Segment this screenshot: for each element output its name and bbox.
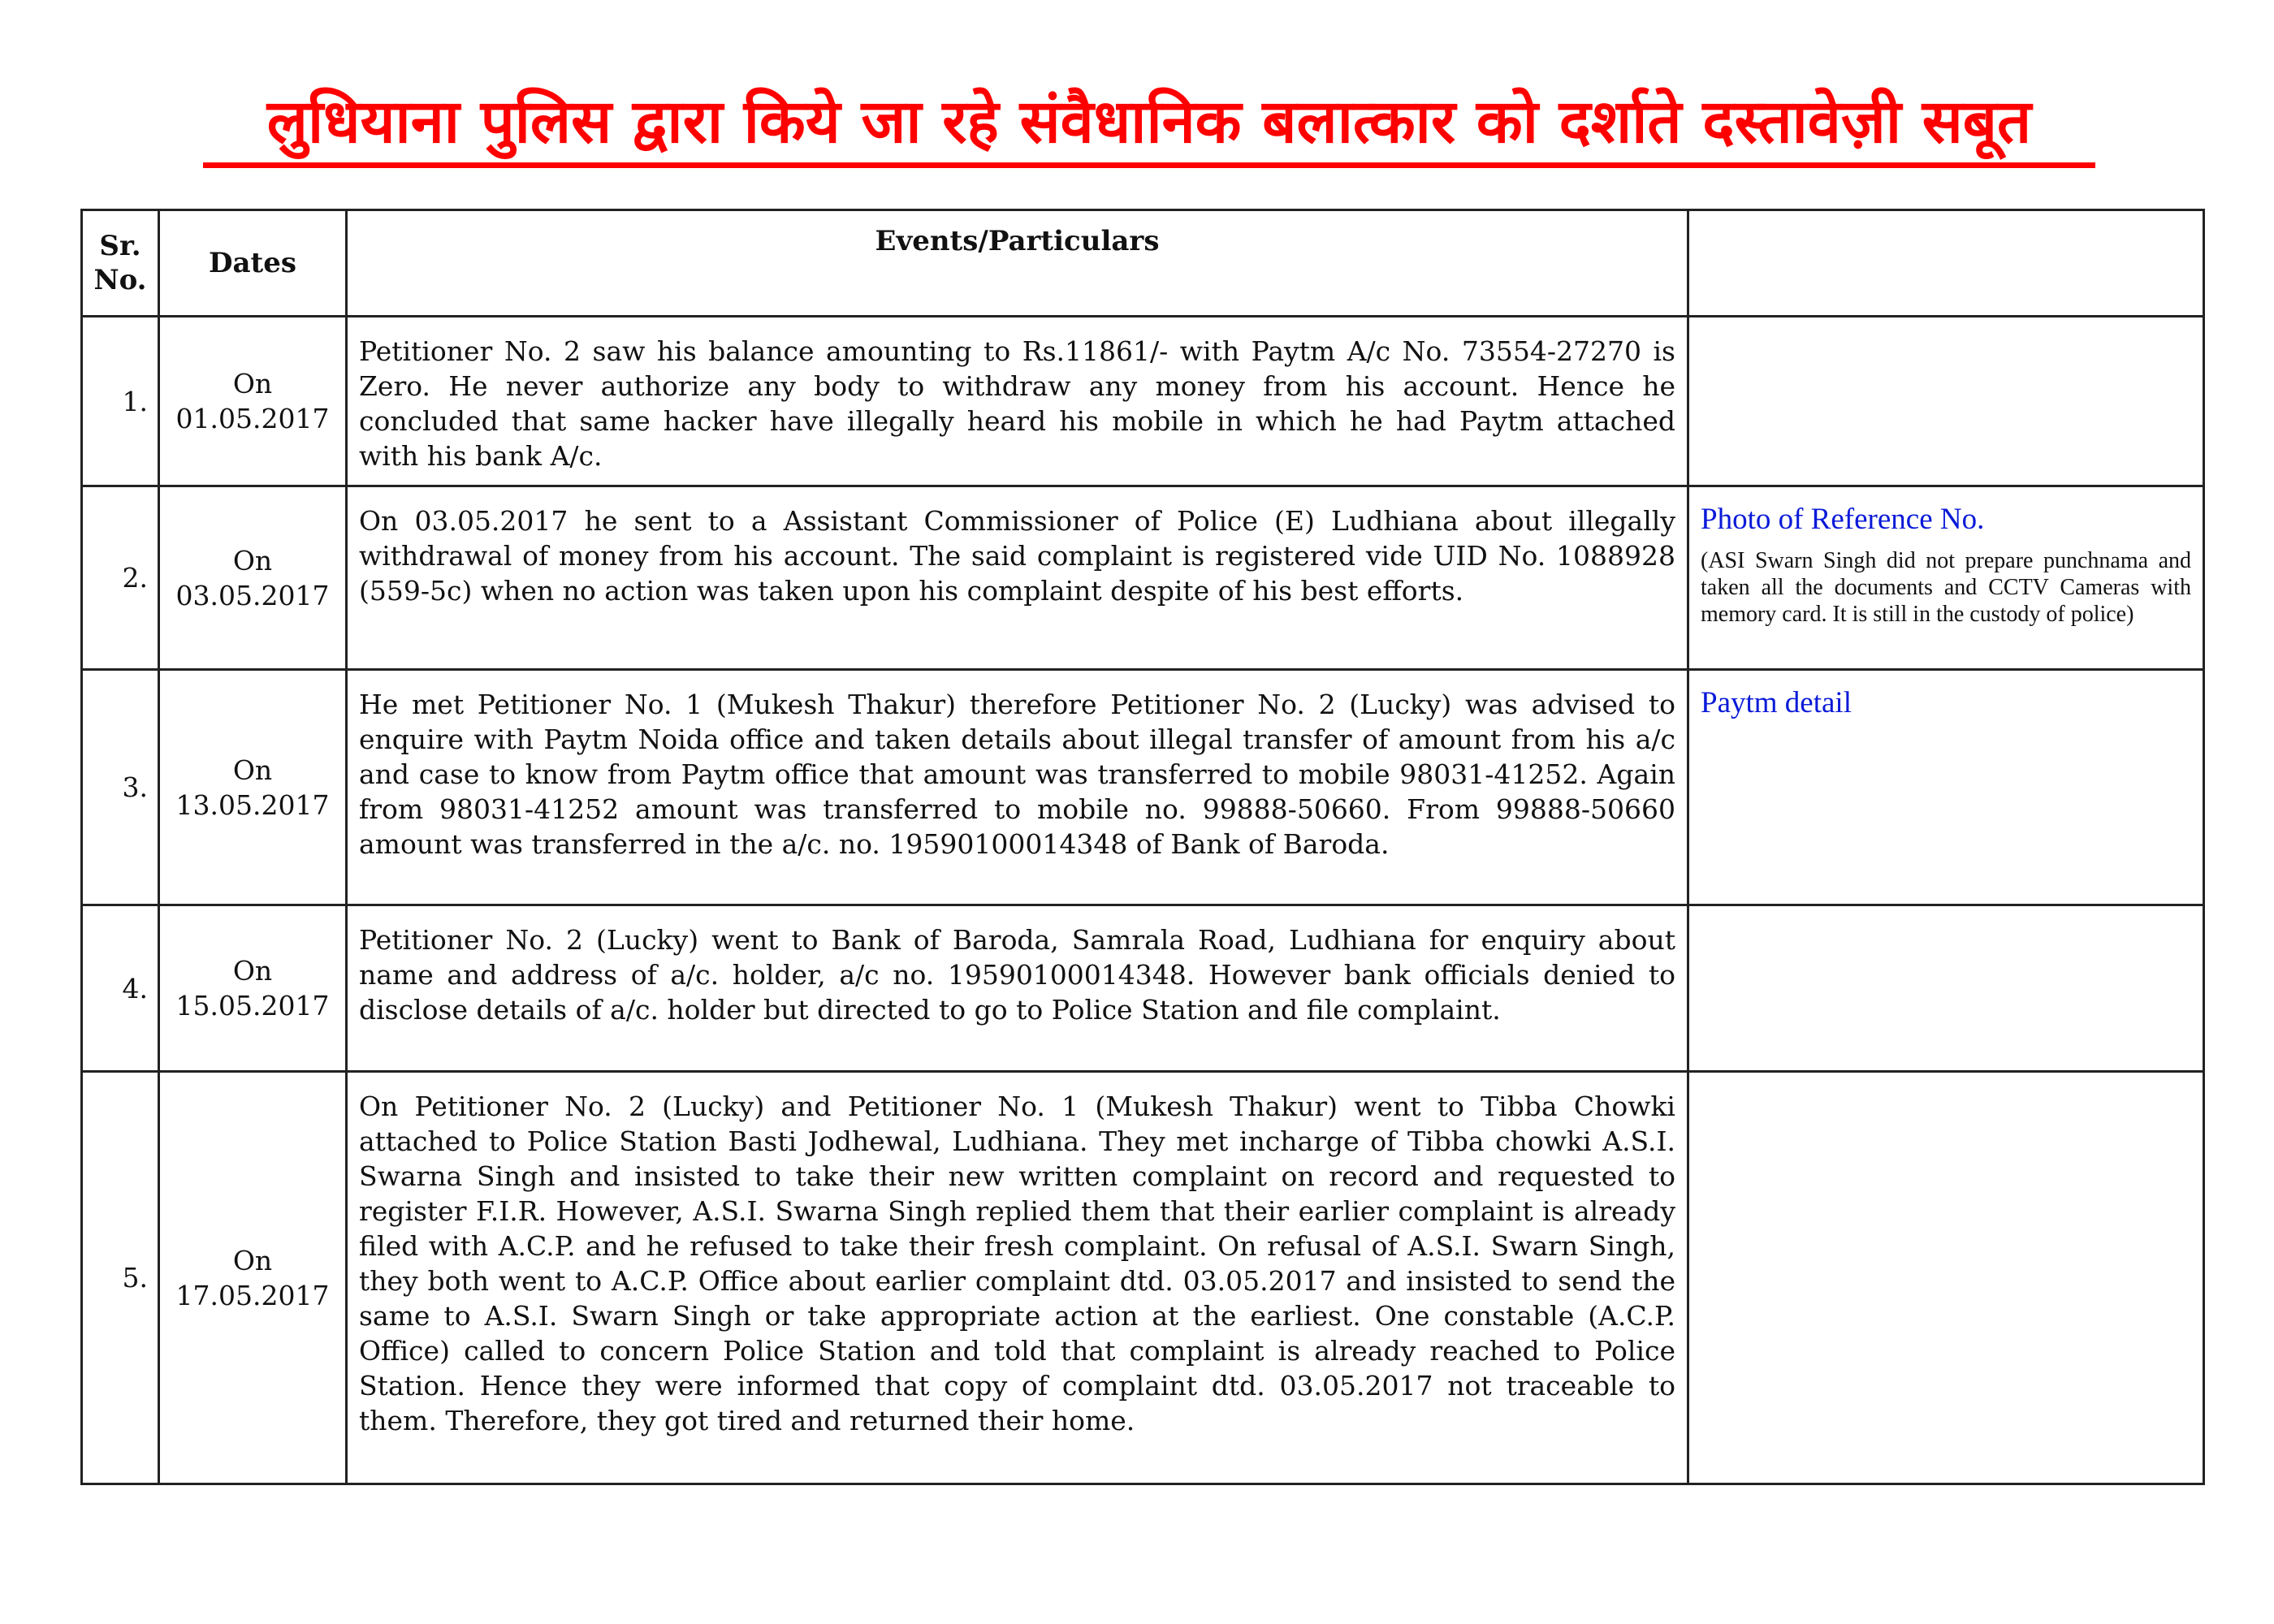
date-value: 15.05.2017 [175, 990, 330, 1021]
date-prefix: On [232, 544, 273, 577]
reference-link[interactable]: Paytm detail [1701, 686, 1852, 719]
reference-link[interactable]: Photo of Reference No. [1701, 503, 1985, 536]
table-row [82, 670, 2204, 905]
event-cell: On Petitioner No. 2 (Lucky) and Petitioner No. 1 (Mukesh Thakur) went to Tibba Chowki attached to Police Station Basti Jodhewal, Ludhiana. They met incharge of Tibba chowki A.S.I. Swarna Singh and insisted to take their new written complaint on record and requested to register F.I.R. However, A.S.I. Swarna Singh replied them that their earlier complaint is already filed with A.C.P. and he refused to take their fresh complaint. On refusal of A.S.I. Swarn Singh, they both went to A.C.P. Office about earlier complaint dtd. 03.05.2017 and insisted to send the same to A.S.I. Swarn Singh or take appropriate action at the earliest. One constable (A.C.P. Office) called to concern Police Station and told that complaint is already reached to Police Station. Hence they were informed that copy of complaint dtd. 03.05.2017 not traceable to them. Therefore, they got tired and returned their home. [347, 1072, 1688, 1484]
table-row [82, 1072, 2204, 1484]
sr-no-cell: 3. [82, 670, 159, 905]
date-cell [159, 905, 347, 1072]
header-events: Events/Particulars [347, 210, 1688, 317]
sr-no-cell: 4. [82, 905, 159, 1072]
header-reference [1688, 210, 2204, 317]
event-cell: Petitioner No. 2 (Lucky) went to Bank of Baroda, Samrala Road, Ludhiana for enquiry about name and address of a/c. holder, a/c no. 19590100014348. However bank officials denied to disclose details of a/c. holder but directed to go to Police Station and file complaint. [347, 905, 1688, 1072]
sr-no-cell: 1. [82, 317, 159, 486]
date-prefix: On [232, 955, 273, 987]
date-cell [159, 317, 347, 486]
sr-no-cell: 2. [82, 486, 159, 670]
event-cell: Petitioner No. 2 saw his balance amounting to Rs.11861/- with Paytm A/c No. 73554-27270 is Zero. He never authorize any body to withdraw any money from his account. Hence he concluded that same hacker have illegally heard his mobile in which he had Paytm attached with his bank A/c. [347, 317, 1688, 486]
events-table [80, 209, 2205, 1485]
event-cell: He met Petitioner No. 1 (Mukesh Thakur) therefore Petitioner No. 2 (Lucky) was advised to enquire with Paytm Noida office and taken details about illegal transfer of amount from his a/c and case to know from Paytm office that amount was transferred to mobile 98031-41252. Again from 98031-41252 amount was transferred to mobile no. 99888-50660. From 99888-50660 amount was transferred in the a/c. no. 19590100014348 of Bank of Baroda. [347, 670, 1688, 905]
header-sr-no: Sr. No. [82, 210, 159, 317]
event-cell: On 03.05.2017 he sent to a Assistant Commissioner of Police (E) Ludhiana about illegally withdrawal of money from his account. The said complaint is registered vide UID No. 1088928 (559-5c) when no action was taken upon his complaint despite of his best efforts. [347, 486, 1688, 670]
reference-cell [1688, 905, 2204, 1072]
date-value: 17.05.2017 [175, 1279, 330, 1311]
date-cell [159, 1072, 347, 1484]
reference-cell [1688, 317, 2204, 486]
date-cell [159, 670, 347, 905]
reference-note: (ASI Swarn Singh did not prepare punchnama and taken all the documents and CCTV Cameras with memory card. It is still in the custody of police) [1701, 548, 2191, 627]
table-row [82, 905, 2204, 1072]
reference-cell [1688, 486, 2204, 670]
date-prefix: On [232, 368, 273, 400]
table-header-row [82, 210, 2204, 317]
date-value: 13.05.2017 [175, 788, 330, 821]
sr-no-cell: 5. [82, 1072, 159, 1484]
table-row [82, 486, 2204, 670]
page-title: लुधियाना पुलिस द्वारा किये जा रहे संवैधानिक बलात्कार को दर्शाते दस्तावेज़ी सबूत [203, 81, 2095, 168]
header-dates: Dates [159, 210, 347, 317]
date-prefix: On [232, 1244, 273, 1276]
date-value: 01.05.2017 [175, 403, 330, 434]
reference-cell [1688, 670, 2204, 905]
reference-cell [1688, 1072, 2204, 1484]
date-cell [159, 486, 347, 670]
table-row [82, 317, 2204, 486]
date-value: 03.05.2017 [175, 579, 330, 611]
date-prefix: On [232, 754, 273, 786]
